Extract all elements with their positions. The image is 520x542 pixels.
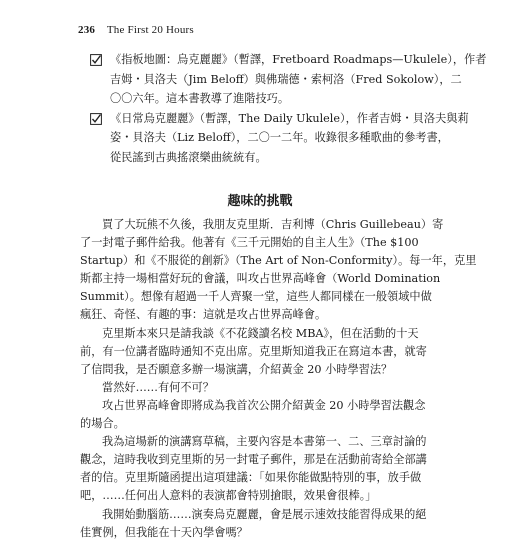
resource-item (88, 109, 469, 168)
body-line: 吧，……任何出人意料的表演都會特別搶眼，效果會很棒。」 (80, 489, 377, 503)
resource-line: 《日常烏克麗麗》（暫譯，The Daily Ukulele），作者吉姆・貝洛夫與莉 (110, 111, 469, 125)
resource-line: 〇〇六年。這本書教導了進階技巧。 (110, 92, 290, 105)
body-line: 買了大玩熊不久後，我朋友克里斯．吉利博（Chris Guillebeau）寄 (102, 218, 444, 231)
body-line: 佳實例，但我能在十天內學會嗎？ (80, 525, 248, 539)
body-line: 我為這場新的演講寫草稿，主要內容是本書第一、二、三章討論的 (102, 435, 427, 449)
body-line: 的場合。 (80, 417, 125, 431)
section-title: 趣味的挑戰 (227, 194, 293, 209)
checkbox-icon (90, 113, 102, 125)
body-line: 攻占世界高峰會即將成為我首次公開介紹黃金 20 小時學習法觀念 (102, 398, 426, 412)
body-line: 者的信。克里斯隨函提出這項建議：「如果你能做點特別的事，放手做 (80, 471, 422, 485)
body-line: 觀念，這時我收到克里斯的另一封電子郵件，那是在活動前寄給全部講 (80, 453, 427, 467)
resource-line: 姿・貝洛夫（Liz Beloff），二〇一二年。收錄很多種歌曲的參考書， (110, 131, 449, 144)
body-line: 我開始動腦筋……演奏烏克麗麗，會是展示速效技能習得成果的絕 (102, 507, 427, 521)
page-number: 236 (78, 24, 96, 36)
checkbox-icon (90, 54, 102, 66)
body-line: 當然好……有何不可？ (102, 380, 214, 394)
body-line: 瘋狂、奇怪、有趣的事：這就是攻占世界高峰會。 (80, 308, 327, 322)
resource-line: 吉姆・貝洛夫（Jim Beloff）與佛瑞德・索柯洛（Fred Sokolow），二 (110, 72, 462, 86)
body-line: 了信問我，是否願意多辦一場演講，介紹黃金 20 小時學習法？ (80, 362, 393, 376)
body-line: Startup）和《不服從的創新》（The Art of Non-Conformity）。每一年，克里 (80, 254, 477, 268)
body-line: 前，有一位講者臨時通知不克出席。克里斯知道我正在寫這本書，就寄 (80, 344, 427, 358)
body-text (80, 216, 477, 542)
running-header (78, 24, 194, 36)
body-line: 克里斯本來只是請我談《不花錢讀名校 MBA》，但在活動的十天 (102, 326, 419, 340)
body-line: Summit）。想像有超過一千人齊聚一堂，這些人都同樣在一般領域中做 (80, 290, 432, 304)
resource-line: 《指板地圖：烏克麗麗》（暫譯，Fretboard Roadmaps—Ukulele），作者 (110, 53, 487, 66)
resource-list (88, 50, 487, 167)
resource-line: 從民謠到古典搖滾樂曲統統有。 (110, 150, 267, 164)
body-line: 了一封電子郵件給我。他著有《三千元開始的自主人生》（The $100 (80, 236, 419, 250)
book-title: The First 20 Hours (106, 24, 194, 36)
resource-item (88, 50, 487, 109)
body-line: 斯都主持一場相當好玩的會議，叫攻占世界高峰會（World Domination (80, 272, 441, 286)
